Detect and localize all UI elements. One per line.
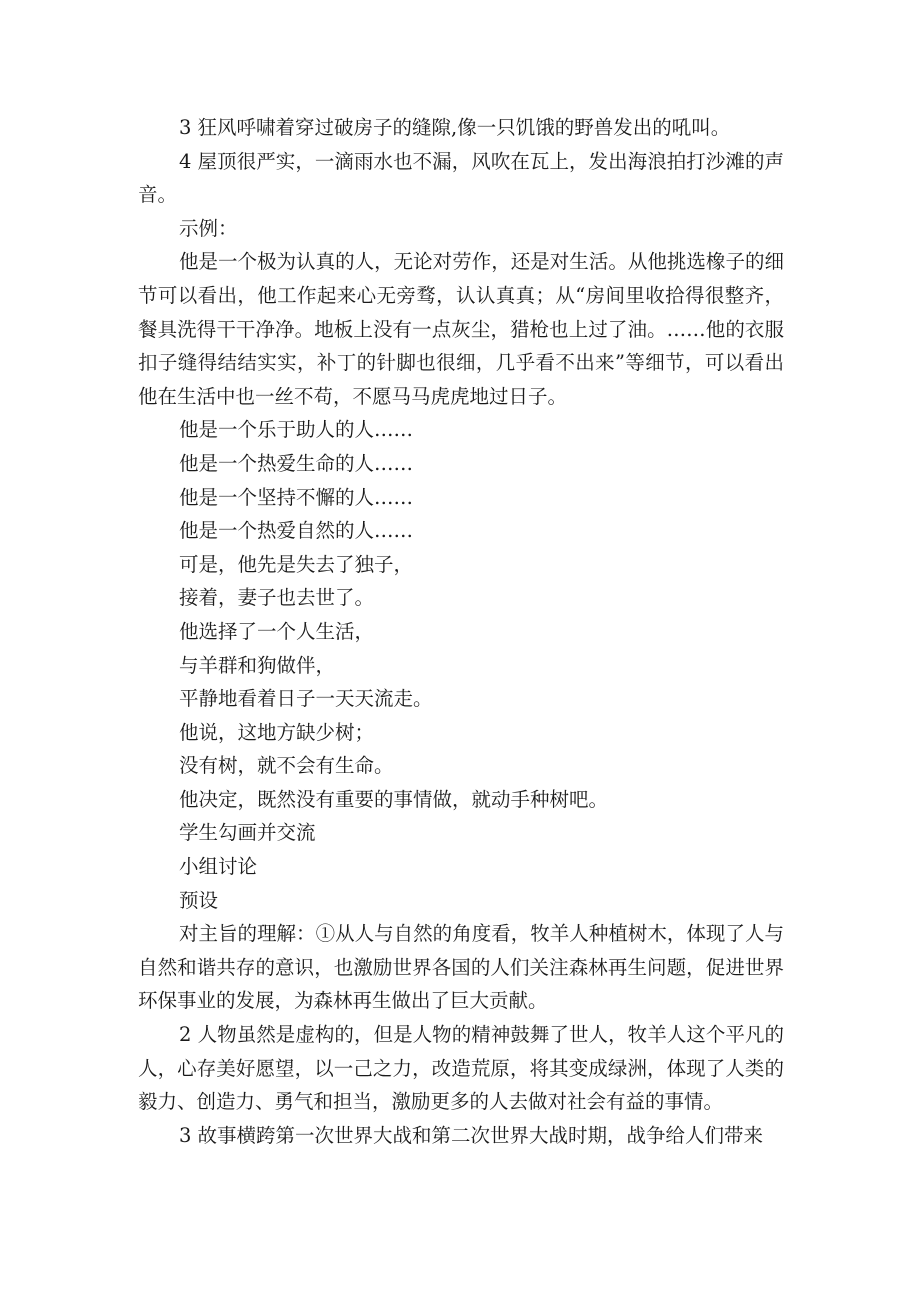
list-item: 他是一个乐于助人的人…… bbox=[178, 418, 413, 442]
activity-note: 小组讨论 bbox=[178, 855, 257, 879]
paragraph-character-analysis: 他是一个极为认真的人，无论对劳作，还是对生活。从他挑选橡子的细节可以看出，他工作起来心无旁骛，认认真真；从“房间里收拾得很整齐，餐具洗得干干净净。地板上没有一点灰尘，猎枪也上过了油。……他的衣服扣子缝得结结实实，补丁的针脚也很细，几乎看不出来”等细节，可以看出他在生活中也一丝不苟，不愿马马虎虎地过日子。 bbox=[138, 250, 784, 408]
paragraph-wind-metaphor: 3 狂风呼啸着穿过破房子的缝隙,像一只饥饿的野兽发出的吼叫。 bbox=[178, 116, 731, 139]
list-item: 他是一个坚持不懈的人…… bbox=[178, 485, 413, 509]
paragraph-theme-3: 3 故事横跨第一次世界大战和第二次世界大战时期，战争给人们带来 bbox=[178, 1123, 764, 1147]
poem-line: 他选择了一个人生活， bbox=[178, 619, 374, 643]
poem-line: 平静地看着日子一天天流走。 bbox=[178, 687, 433, 711]
poem-line: 与羊群和狗做伴， bbox=[178, 653, 335, 677]
example-label: 示例： bbox=[178, 216, 238, 240]
poem-line: 接着，妻子也去世了。 bbox=[178, 586, 374, 610]
poem-line: 他决定，既然没有重要的事情做，就动手种树吧。 bbox=[178, 787, 608, 811]
poem-line: 他说，这地方缺少树； bbox=[178, 720, 374, 744]
paragraph-theme-2: 2 人物虽然是虚构的，但是人物的精神鼓舞了世人，牧羊人这个平凡的人，心存美好愿望，以一己之力，改造荒原，将其变成绿洲，体现了人类的毅力、创造力、勇气和担当，激励更多的人去做对社会有益的事情。 bbox=[138, 1023, 784, 1114]
paragraph-roof-metaphor: 4 屋顶很严实，一滴雨水也不漏，风吹在瓦上，发出海浪拍打沙滩的声音。 bbox=[138, 149, 784, 207]
preset-label: 预设 bbox=[178, 888, 218, 912]
activity-note: 学生勾画并交流 bbox=[178, 821, 316, 845]
list-item: 他是一个热爱自然的人…… bbox=[178, 519, 413, 543]
poem-line: 没有树，就不会有生命。 bbox=[178, 754, 394, 778]
list-item: 他是一个热爱生命的人…… bbox=[178, 451, 413, 475]
paragraph-theme-1: 对主旨的理解：①从人与自然的角度看，牧羊人种植树木，体现了人与自然和谐共存的意识，也激励世界各国的人们关注森林再生问题，促进世界环保事业的发展，为森林再生做出了巨大贡献。 bbox=[138, 922, 784, 1013]
document-body bbox=[138, 111, 784, 1152]
poem-line: 可是，他先是失去了独子， bbox=[178, 552, 413, 576]
